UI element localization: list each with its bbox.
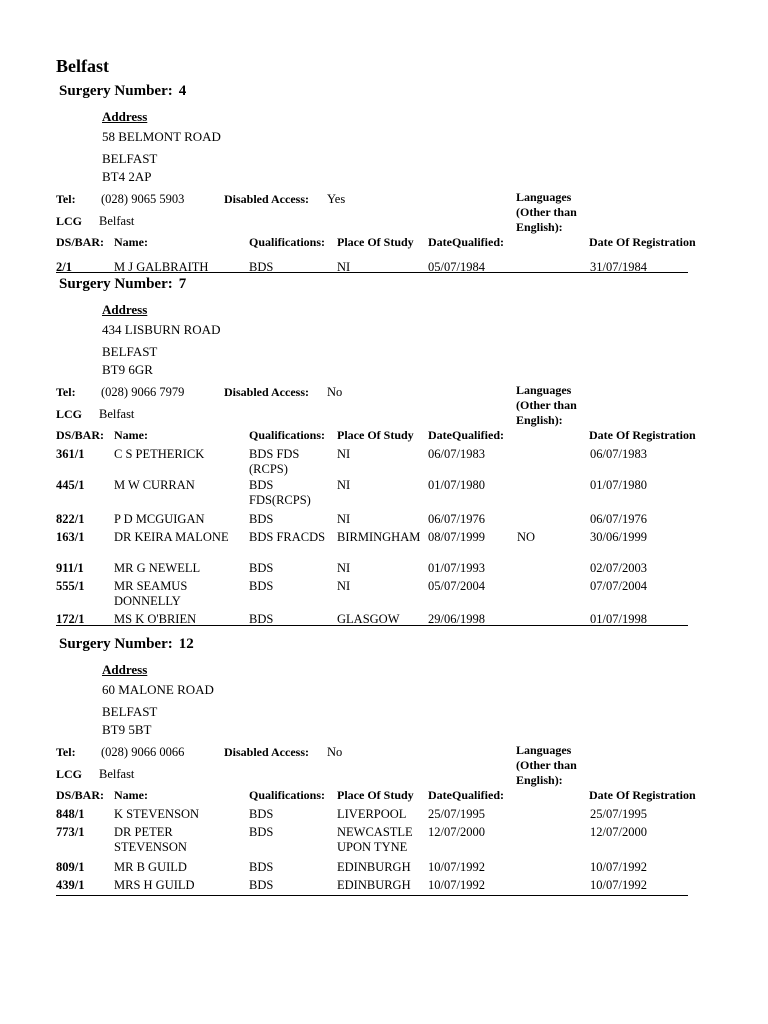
qualifications-cell: BDS (249, 512, 274, 526)
date-registration-cell: 10/07/1992 (590, 860, 647, 874)
place-of-study-column-header: Place Of Study (337, 428, 414, 442)
place-of-study-cell: EDINBURGH (337, 860, 411, 874)
lcg-value: Belfast (99, 214, 135, 228)
disabled-access-value: No (327, 385, 343, 399)
surgery-block (0, 276, 768, 626)
date-qualified-cell: 25/07/1995 (428, 807, 485, 821)
date-registration-column-header: Date Of Registration (589, 788, 696, 802)
lcg-label: LCG (56, 767, 83, 781)
dsbar-cell: 163/1 (56, 530, 85, 544)
place-of-study-cell: GLASGOW (337, 612, 400, 626)
dsbar-cell: 822/1 (56, 512, 85, 526)
languages-header: Languages (Other than English): (516, 190, 577, 234)
date-registration-cell: 02/07/2003 (590, 561, 647, 575)
place-of-study-cell: NI (337, 447, 351, 461)
dsbar-cell: 555/1 (56, 579, 85, 593)
name-cell: MRS H GUILD (114, 878, 195, 892)
surgery-block (0, 636, 768, 892)
address-line: BT9 6GR (102, 362, 153, 377)
place-of-study-cell: NEWCASTLE UPON TYNE (337, 825, 413, 854)
surgery-number-label: Surgery Number: (59, 636, 173, 652)
date-qualified-column-header: DateQualified: (428, 235, 504, 249)
date-qualified-column-header: DateQualified: (428, 428, 504, 442)
address-line: 58 BELMONT ROAD (102, 129, 221, 144)
place-of-study-cell: NI (337, 512, 351, 526)
dsbar-cell: 439/1 (56, 878, 85, 892)
tel-value: (028) 9065 5903 (101, 192, 185, 206)
date-registration-cell: 30/06/1999 (590, 530, 647, 544)
tel-value: (028) 9066 7979 (101, 385, 185, 399)
dsbar-column-header: DS/BAR: (56, 788, 105, 802)
place-of-study-cell: NI (337, 561, 351, 575)
disabled-access-value: No (327, 745, 343, 759)
dsbar-column-header: DS/BAR: (56, 428, 105, 442)
dsbar-cell: 848/1 (56, 807, 85, 821)
tel-label: Tel: (56, 385, 76, 399)
name-column-header: Name: (114, 235, 148, 249)
date-registration-cell: 10/07/1992 (590, 878, 647, 892)
disabled-access-value: Yes (327, 192, 346, 206)
address-line: BELFAST (102, 344, 158, 359)
lcg-label: LCG (56, 214, 83, 228)
name-cell: MS K O'BRIEN (114, 612, 197, 626)
date-registration-cell: 31/07/1984 (590, 260, 647, 274)
name-cell: DR KEIRA MALONE (114, 530, 229, 544)
disabled-access-label: Disabled Access: (224, 192, 309, 206)
section-divider (56, 895, 688, 896)
disabled-access-label: Disabled Access: (224, 385, 309, 399)
address-heading: Address (102, 302, 148, 317)
place-of-study-cell: BIRMINGHAM (337, 530, 421, 544)
qualifications-cell: BDS FRACDS (249, 530, 326, 544)
surgery-number-heading (59, 636, 194, 653)
qualifications-column-header: Qualifications: (249, 788, 326, 802)
dsbar-cell: 172/1 (56, 612, 85, 626)
section-divider (56, 272, 688, 273)
languages-header: Languages (Other than English): (516, 383, 577, 427)
date-registration-cell: 25/07/1995 (590, 807, 647, 821)
lcg-value: Belfast (99, 407, 135, 421)
address-line: BELFAST (102, 151, 158, 166)
surgery-number-value: 7 (178, 276, 187, 292)
dsbar-cell: 809/1 (56, 860, 85, 874)
dsbar-cell: 2/1 (56, 260, 72, 274)
lcg-value: Belfast (99, 767, 135, 781)
dsbar-cell: 445/1 (56, 478, 85, 492)
address-line: 60 MALONE ROAD (102, 682, 214, 697)
qualifications-cell: BDS (249, 878, 274, 892)
date-registration-cell: 01/07/1980 (590, 478, 647, 492)
place-of-study-cell: NI (337, 478, 351, 492)
name-cell: K STEVENSON (114, 807, 200, 821)
name-cell: M W CURRAN (114, 478, 195, 492)
date-qualified-cell: 05/07/2004 (428, 579, 485, 593)
name-cell: P D MCGUIGAN (114, 512, 205, 526)
name-cell: DR PETER STEVENSON (114, 825, 187, 854)
surgery-number-heading (59, 276, 186, 293)
address-line: BT9 5BT (102, 722, 152, 737)
address-heading: Address (102, 662, 148, 677)
place-of-study-cell: LIVERPOOL (337, 807, 407, 821)
name-cell: MR SEAMUS DONNELLY (114, 579, 188, 608)
date-registration-cell: 07/07/2004 (590, 579, 647, 593)
date-qualified-cell: 06/07/1983 (428, 447, 485, 461)
place-of-study-cell: EDINBURGH (337, 878, 411, 892)
qualifications-cell: BDS (249, 561, 274, 575)
date-qualified-cell: 06/07/1976 (428, 512, 485, 526)
date-registration-column-header: Date Of Registration (589, 235, 696, 249)
tel-label: Tel: (56, 745, 76, 759)
surgery-number-value: 12 (178, 636, 194, 652)
date-registration-cell: 01/07/1998 (590, 612, 647, 626)
qualifications-cell: BDS (249, 807, 274, 821)
qualifications-column-header: Qualifications: (249, 428, 326, 442)
qualifications-cell: BDS (249, 612, 274, 626)
name-column-header: Name: (114, 428, 148, 442)
dsbar-column-header: DS/BAR: (56, 235, 105, 249)
date-qualified-cell: 01/07/1993 (428, 561, 485, 575)
date-qualified-column-header: DateQualified: (428, 788, 504, 802)
page-title: Belfast (56, 56, 109, 76)
place-of-study-column-header: Place Of Study (337, 788, 414, 802)
date-registration-column-header: Date Of Registration (589, 428, 696, 442)
qualifications-column-header: Qualifications: (249, 235, 326, 249)
qualifications-cell: BDS FDS (RCPS) (249, 447, 300, 476)
place-of-study-cell: NI (337, 260, 351, 274)
dsbar-cell: 773/1 (56, 825, 85, 839)
section-divider (56, 625, 688, 626)
address-line: 434 LISBURN ROAD (102, 322, 221, 337)
name-column-header: Name: (114, 788, 148, 802)
name-cell: MR G NEWELL (114, 561, 201, 575)
date-qualified-cell: 10/07/1992 (428, 878, 485, 892)
name-cell: M J GALBRAITH (114, 260, 209, 274)
surgery-number-label: Surgery Number: (59, 83, 173, 99)
date-qualified-cell: 29/06/1998 (428, 612, 485, 626)
qualifications-cell: BDS (249, 579, 274, 593)
tel-value: (028) 9066 0066 (101, 745, 185, 759)
name-cell: MR B GUILD (114, 860, 187, 874)
qualifications-cell: BDS (249, 825, 274, 839)
date-qualified-cell: 12/07/2000 (428, 825, 485, 839)
qualifications-cell: BDS (249, 260, 274, 274)
date-qualified-cell: 05/07/1984 (428, 260, 485, 274)
place-of-study-column-header: Place Of Study (337, 235, 414, 249)
tel-label: Tel: (56, 192, 76, 206)
disabled-access-label: Disabled Access: (224, 745, 309, 759)
name-cell: C S PETHERICK (114, 447, 205, 461)
languages-header: Languages (Other than English): (516, 743, 577, 787)
date-registration-cell: 06/07/1976 (590, 512, 647, 526)
qualifications-cell: BDS FDS(RCPS) (249, 478, 311, 507)
date-qualified-cell: 08/07/1999 (428, 530, 485, 544)
place-of-study-cell: NI (337, 579, 351, 593)
languages-cell: NO (517, 530, 536, 544)
surgery-number-heading (59, 83, 186, 100)
dsbar-cell: 361/1 (56, 447, 85, 461)
address-heading: Address (102, 109, 148, 124)
lcg-label: LCG (56, 407, 83, 421)
surgery-number-label: Surgery Number: (59, 276, 173, 292)
address-line: BT4 2AP (102, 169, 152, 184)
date-registration-cell: 12/07/2000 (590, 825, 647, 839)
date-qualified-cell: 01/07/1980 (428, 478, 485, 492)
dsbar-cell: 911/1 (56, 561, 84, 575)
surgery-number-value: 4 (178, 83, 187, 99)
address-line: BELFAST (102, 704, 158, 719)
date-registration-cell: 06/07/1983 (590, 447, 647, 461)
date-qualified-cell: 10/07/1992 (428, 860, 485, 874)
qualifications-cell: BDS (249, 860, 274, 874)
